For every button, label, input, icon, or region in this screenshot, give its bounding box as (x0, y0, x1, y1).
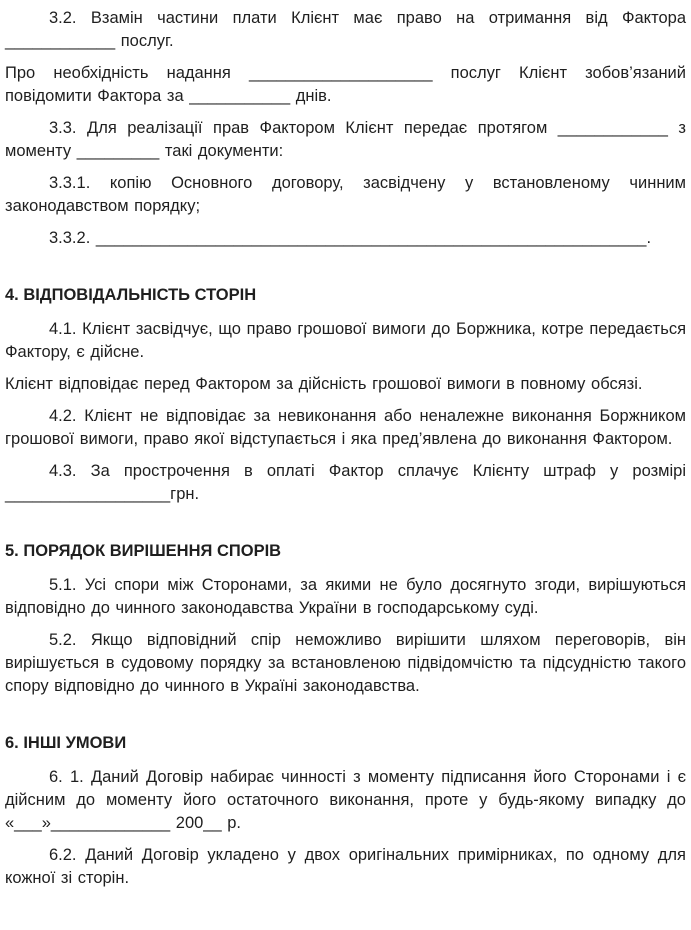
paragraph-6-2: 6.2. Даний Договір укладено у двох оригінальних примірниках, по одному для кожної зі сторін. (5, 846, 686, 887)
paragraph-4-2: 4.2. Клієнт не відповідає за невиконання або неналежне виконання Боржником грошової вимоги, право якої відступається і яка пред’явлена до виконання Фактором. (5, 407, 686, 448)
paragraph-4-1: 4.1. Клієнт засвідчує, що право грошової вимоги до Боржника, котре передається Фактору, є дійсне. (5, 320, 686, 361)
section-heading-dispute-resolution: 5. ПОРЯДОК ВИРІШЕННЯ СПОРІВ (5, 542, 282, 560)
paragraph-5-1: 5.1. Усі спори між Сторонами, за якими не було досягнуто згоди, вирішуються відповідно до чинного законодавства України в господарському суді. (5, 576, 686, 617)
paragraph-5-2: 5.2. Якщо відповідний спір неможливо вирішити шляхом переговорів, він вирішується в судовому порядку за встановленою підвідомчістю та підсудністю такого спору відповідно до чинного в Україні законодавства. (5, 631, 686, 695)
paragraph-client-liability: Клієнт відповідає перед Фактором за дійсність грошової вимоги в повному обсязі. (5, 375, 643, 393)
section-heading-other-terms: 6. ІНШІ УМОВИ (5, 734, 127, 752)
paragraph-3-2: 3.2. Взамін частини плати Клієнт має право на отримання від Фактора ____________ послуг. (5, 9, 686, 50)
paragraph-3-3-2-blank-line: 3.3.2. ____________________________________________________________. (49, 229, 652, 247)
section-heading-responsibility: 4. ВІДПОВІДАЛЬНІСТЬ СТОРІН (5, 286, 257, 304)
paragraph-4-3: 4.3. За прострочення в оплаті Фактор сплачує Клієнту штраф у розмірі __________________грн. (5, 462, 686, 503)
paragraph-services-notice: Про необхідність надання ____________________ послуг Клієнт зобов’язаний повідомити Фактора за ___________ днів. (5, 64, 686, 105)
paragraph-3-3-1: 3.3.1. копію Основного договору, засвідчену у встановленому чинним законодавством порядку; (5, 174, 686, 215)
paragraph-3-3: 3.3. Для реалізації прав Фактором Клієнт передає протягом ____________ з моменту _________ такі документи: (5, 119, 686, 160)
paragraph-6-1: 6. 1. Даний Договір набирає чинності з моменту підписання його Сторонами і є дійсним до моменту його остаточного виконання, проте у будь-якому випадку до «___»_____________ 200__ р. (5, 768, 686, 832)
